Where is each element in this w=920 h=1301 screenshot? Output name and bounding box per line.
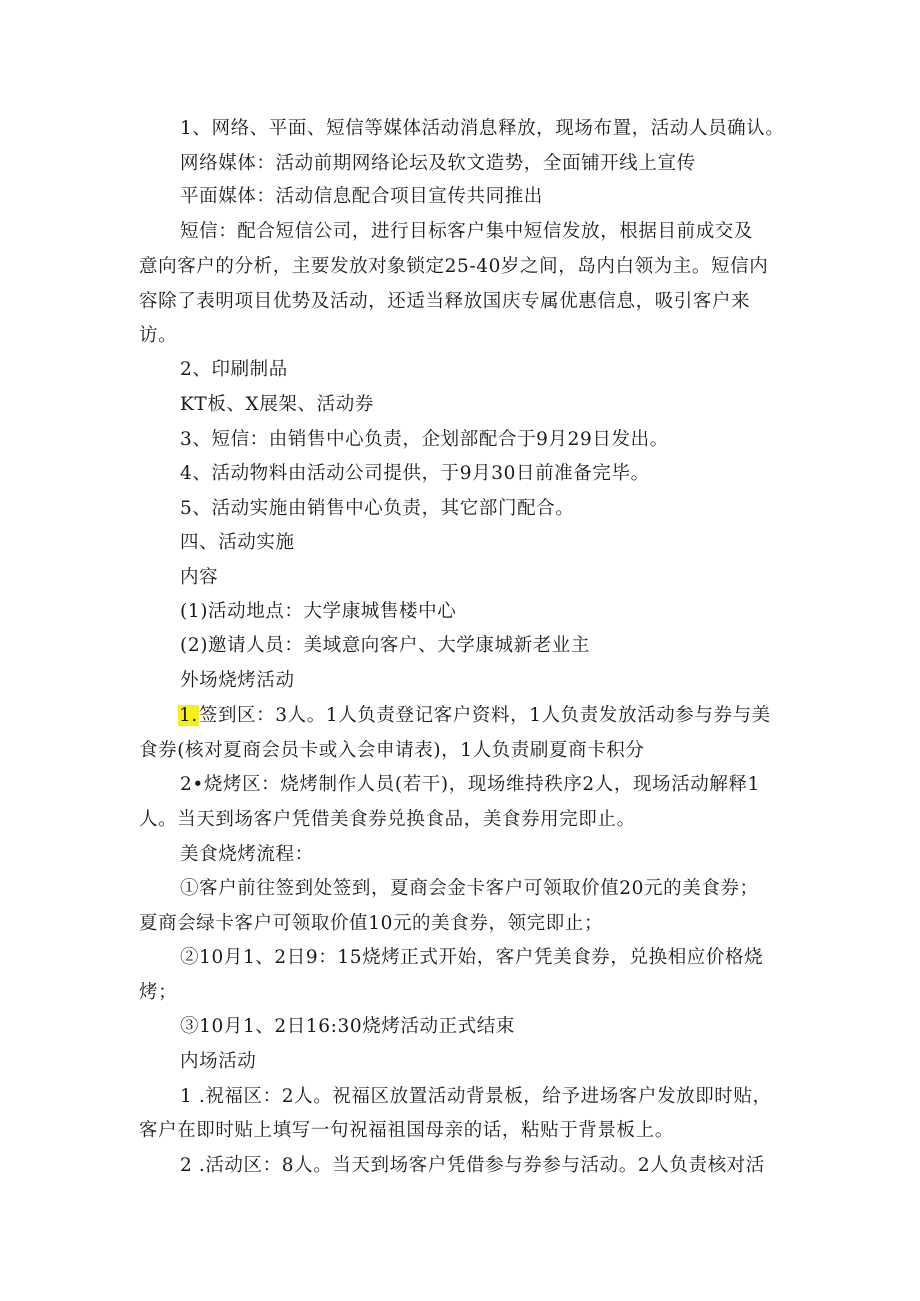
subsection-heading: 外场烧烤活动 bbox=[180, 670, 295, 691]
subsection-heading: 内场活动 bbox=[180, 1051, 257, 1072]
highlighted-marker: 1. bbox=[179, 705, 198, 726]
text-line: 网络媒体：活动前期网络论坛及软文造势，全面铺开线上宣传 bbox=[180, 153, 696, 174]
text-line: 客户在即时贴上填写一句祝福祖国母亲的话，粘贴于背景板上。 bbox=[139, 1120, 674, 1141]
text-line: 内容 bbox=[180, 567, 219, 588]
subsection-heading: 美食烧烤流程： bbox=[180, 844, 314, 865]
text-line: KT板、X展架、活动券 bbox=[180, 394, 374, 415]
text-line: (2)邀请人员：美域意向客户、大学康城新老业主 bbox=[180, 635, 591, 656]
text-line: 平面媒体：活动信息配合项目宣传共同推出 bbox=[180, 186, 543, 207]
text-line: 容除了表明项目优势及活动，还适当释放国庆专属优惠信息，吸引客户来 bbox=[139, 291, 751, 312]
text-line: 1 .祝福区：2人。祝福区放置活动背景板，给予进场客户发放即时贴， bbox=[180, 1086, 772, 1107]
text-line: 短信：配合短信公司，进行目标客户集中短信发放，根据目前成交及 bbox=[180, 221, 754, 242]
text-line: 3、短信：由销售中心负责，企划部配合于9月29日发出。 bbox=[180, 429, 669, 450]
text-line: 2 .活动区：8人。当天到场客户凭借参与券参与活动。2人负责核对活 bbox=[180, 1155, 765, 1176]
text-line: (1)活动地点：大学康城售楼中心 bbox=[180, 601, 457, 622]
section-heading: 四、活动实施 bbox=[180, 532, 295, 553]
text-line: 人。当天到场客户凭借美食券兑换食品，美食券用完即止。 bbox=[139, 809, 636, 830]
text-line: 4、活动物料由活动公司提供，于9月30日前准备完毕。 bbox=[180, 463, 650, 484]
text-line: 2、印刷制品 bbox=[180, 359, 288, 380]
text-line: 食券(核对夏商会员卡或入会申请表)，1人负责刷夏商卡积分 bbox=[139, 740, 645, 761]
text-line: 夏商会绿卡客户可领取价值10元的美食券，领完即止； bbox=[139, 913, 604, 934]
text-line: 烤； bbox=[139, 982, 178, 1003]
text-line: 5、活动实施由销售中心负责，其它部门配合。 bbox=[180, 498, 575, 519]
text-line: ①客户前往签到处签到，夏商会金卡客户可领取价值20元的美食券； bbox=[180, 878, 759, 899]
text-line bbox=[178, 704, 771, 728]
text-line: 1、网络、平面、短信等媒体活动消息释放，现场布置，活动人员确认。 bbox=[180, 118, 785, 139]
text-line-content: 签到区：3人。1人负责登记客户资料，1人负责发放活动参与券与美 bbox=[198, 705, 771, 726]
text-line: 意向客户的分析，主要发放对象锁定25-40岁之间，岛内白领为主。短信内 bbox=[139, 256, 769, 277]
text-line: 2•烧烤区：烧烤制作人员(若干)，现场维持秩序2人，现场活动解释1 bbox=[180, 774, 760, 795]
text-line: ③10月1、2日16:30烧烤活动正式结束 bbox=[180, 1016, 515, 1037]
text-line: 访。 bbox=[139, 325, 178, 346]
text-line: ②10月1、2日9：15烧烤正式开始，客户凭美食券，兑换相应价格烧 bbox=[180, 947, 764, 968]
